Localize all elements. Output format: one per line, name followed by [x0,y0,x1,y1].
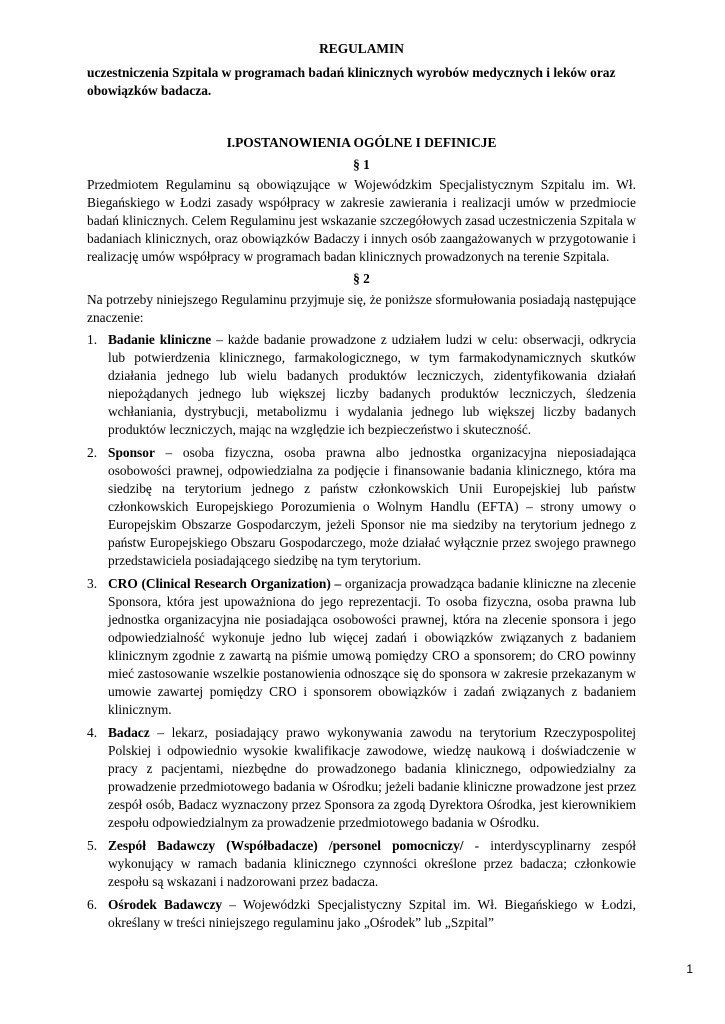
definition-text: - interdyscyplinarny zespół wykonujący w ramach badania klinicznego czynności określone przez badacza; członkowie zespołu są wskazani i nadzorowani przez badacza. [108,838,636,889]
definition-text: organizacja prowadząca badanie kliniczne na zlecenie Sponsora, która jest upoważniona do jego reprezentacji. To osoba fizyczna, osoba prawna lub jednostka organizacyjna nie posiadająca osobowości prawnej, która na zlecenie sponsora i jego odpowiedzialność wykonuje jedno lub więcej zadań i obowiązków związanych z badaniem klinicznym zgodnie z zawartą na piśmie umową pomiędzy CRO a sponsorem; do CRO powinny mieć zastosowanie wszelkie postanowienia odnoszące się do sponsora w zakresie przekazanym w umowie zawartej pomiędzy CRO i sponsorem obowiązków i zadań związanych z badaniem klinicznym. [108,576,637,717]
paragraph-1-mark: § 1 [353,157,370,172]
definition-text: – osoba fizyczna, osoba prawna albo jednostka organizacyjna nieposiadająca osobowości prawnej, odpowiedzialna za podjęcie i finansowanie badania klinicznego, która ma siedzibę na terytorium jednego z państw członkowskich Unii Europejskiej lub państw członkowskich Europejskiego Porozumienia o Wolnym Handlu (EFTA) – strony umowy o Europejskim Obszarze Gospodarczym, jeżeli Sponsor nie ma siedziby na terytorium jednego z państw Europejskiego Obszaru Gospodarczego, może działać wyłącznie przez swojego prawnego przedstawiciela posiadającego siedzibę na tym terytorium. [108,445,636,568]
definition-term: Badacz [108,725,150,740]
paragraph-2-text: Na potrzeby niniejszego Regulaminu przyjmuje się, że poniższe sformułowania posiadają następujące znaczenie: [87,292,636,325]
document-subtitle: uczestniczenia Szpitala w programach badań klinicznych wyrobów medycznych i leków oraz obowiązków badacza. [87,65,616,98]
definitions-list [87,331,636,937]
definition-item [87,575,636,719]
definition-text: – każde badanie prowadzone z udziałem ludzi w celu: obserwacji, odkrycia lub potwierdzenia klinicznego, farmakologicznego, w tym farmakodynamicznych skutków działania jednego lub wielu badanych produktów leczniczych, zidentyfikowania działań niepożądanych jednego lub większej liczby badanych produktów leczniczych, śledzenia wchłaniania, dystrybucji, metabolizmu i wydalania jednego lub większej liczby badanych produktów leczniczych, mając na względzie ich bezpieczeństwo i skuteczność. [108,332,636,437]
section-heading: I.POSTANOWIENIA OGÓLNE I DEFINICJE [226,135,497,150]
definition-number: 5. [87,838,98,853]
definition-term: Badanie kliniczne [108,332,212,347]
definition-item [87,837,636,891]
definition-text: – Wojewódzki Specjalistyczny Szpital im. Wł. Biegańskiego w Łodzi, określany w treści niniejszego regulaminu jako „Ośrodek” lub „Szpital” [108,897,637,930]
paragraph-2-mark: § 2 [353,271,370,286]
definition-text: – lekarz, posiadający prawo wykonywania zawodu na terytorium Rzeczypospolitej Polskiej i odpowiednio wysokie kwalifikacje zawodowe, wiedzę naukową i doświadczenie w pracy z pacjentami, niezbędne do prowadzonego badania klinicznego, odpowiedzialny za prowadzenie przedmiotowego badania w Ośrodku; jeżeli badanie kliniczne prowadzone jest przez zespół osób, Badacz wyznaczony przez Sponsora za zgodą Dyrektora Ośrodka, jest kierownikiem zespołu odpowiedzialnym za prowadzenie przedmiotowego badania w Ośrodku. [108,725,636,830]
definition-term: Sponsor [108,445,155,460]
definition-item [87,444,636,570]
definition-term: CRO (Clinical Research Organization) – [108,576,342,591]
definition-number: 4. [87,725,98,740]
definition-number: 1. [87,332,98,347]
definition-number: 3. [87,576,98,591]
definition-term: Zespół Badawczy (Współbadacze) /personel pomocniczy/ [108,838,464,853]
definition-item [87,331,636,439]
definition-number: 2. [87,445,98,460]
definition-term: Ośrodek Badawczy [108,897,223,912]
page-number: 1 [686,962,693,976]
definition-number: 6. [87,897,98,912]
document-title: REGULAMIN [319,41,404,56]
definition-item [87,724,636,832]
definition-item [87,896,636,932]
paragraph-1-text: Przedmiotem Regulaminu są obowiązujące w Wojewódzkim Specjalistycznym Szpitalu im. Wł. Biegańskiego w Łodzi zasady współpracy w zakresie zawierania i realizacji umów w przedmiocie badań klinicznych. Celem Regulaminu jest wskazanie szczegółowych zasad uczestniczenia Szpitala w badaniach klinicznych, oraz obowiązków Badaczy i innych osób zaangażowanych w przygotowanie i realizację umów współpracy w programach badan klinicznych prowadzonych na terenie Szpitala. [87,177,636,264]
